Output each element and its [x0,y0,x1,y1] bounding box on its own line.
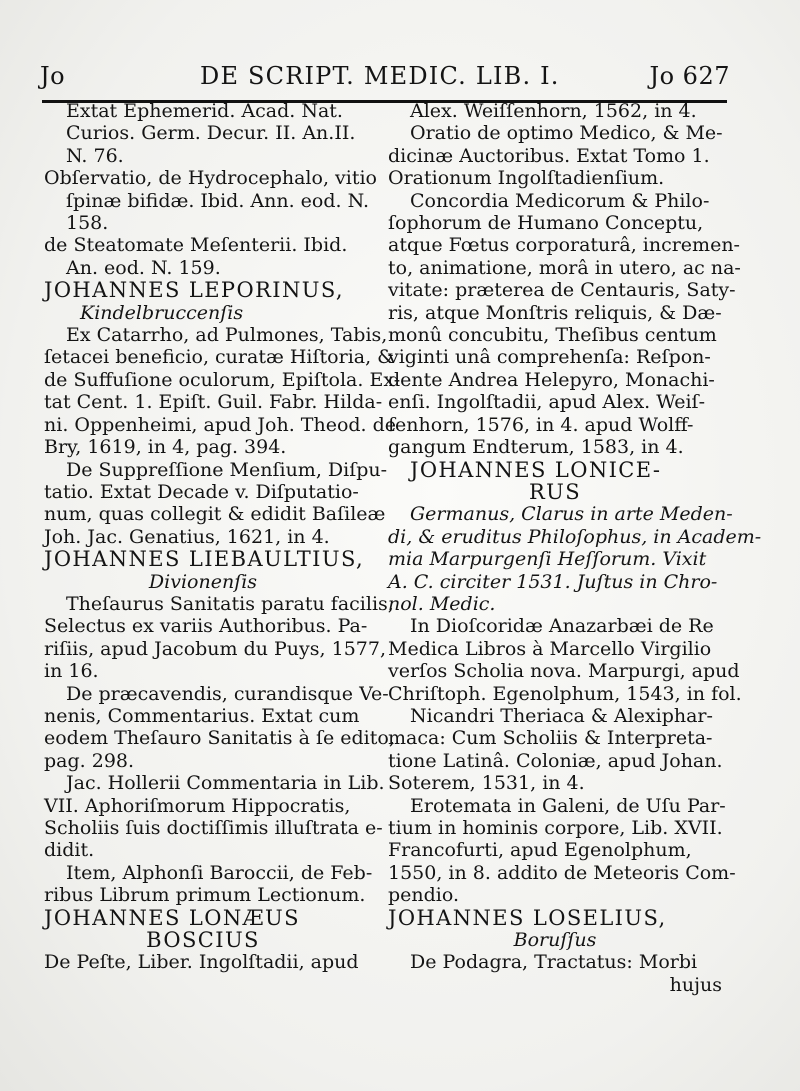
text-line: Concordia Medicorum & Philo- [410,189,710,212]
running-header [40,56,730,96]
text-line: tione Latinâ. Coloniæ, apud Johan. [388,749,723,772]
entry-heading: BOSCIUS [146,928,260,953]
text-line: ſophorum de Humano Conceptu, [388,212,704,235]
text-line: pendio. [388,884,460,907]
text-line: ſpinæ bifidæ. Ibid. Ann. eod. N. [66,189,370,212]
text-line: Jac. Hollerii Commentaria in Lib. [66,772,385,795]
text-line: pag. 298. [44,749,135,772]
text-line: In Dioſcoridæ Anazarbæi de Re [410,615,714,638]
text-line: gangum Endterum, 1583, in 4. [388,436,684,459]
text-line: hujus [669,973,722,996]
text-line: riſiis, apud Jacobum du Puys, 1577, [44,637,386,660]
text-line: ris, atque Monſtris reliquis, & Dæ- [388,301,722,324]
text-line: Item, Alphonſi Baroccii, de Feb- [66,861,373,884]
entry-heading: JOHANNES LEPORINUS, [44,278,344,303]
left-column [44,100,401,974]
text-line: Joh. Jac. Genatius, 1621, in 4. [44,525,330,548]
text-line: ribus Librum primum Lectionum. [44,884,366,907]
text-line: de Steatomate Meſenterii. Ibid. [44,234,348,257]
text-line: De præcavendis, curandisque Ve- [66,682,389,705]
text-line: Divionenſis [148,570,258,593]
text-line: num, quas collegit & edidit Baſileæ [44,503,386,526]
text-line: mia Marpurgenſi Heſſorum. Vixit [388,548,707,571]
entry-heading: RUS [528,479,582,504]
text-line: N. 76. [66,144,124,167]
header-right-page-number: Jo 627 [649,62,730,90]
text-line: dente Andrea Helepyro, Monachi- [388,368,715,391]
text-line: maca: Cum Scholiis & Interpreta- [388,727,713,750]
text-line: 158. [66,212,109,235]
text-line: De Peſte, Liber. Ingolſtadii, apud [44,951,359,974]
text-line: de Suffuſione oculorum, Epiſtola. Ex- [44,368,401,391]
text-line: Scholiis ſuis doctiſſimis illuſtrata e- [44,817,383,839]
text-line: enſi. Ingolſtadii, apud Alex. Weiſ- [388,391,705,414]
text-line: viginti unâ comprehenſa: Reſpon- [388,346,711,369]
text-line: atque Fœtus corporaturâ, incremen- [388,234,740,257]
text-line: Kindelbruccenſis [80,301,244,324]
text-line: 1550, in 8. addito de Meteoris Com- [388,861,736,884]
text-line: Theſaurus Sanitatis paratu facilis, [66,592,394,615]
text-line: ni. Oppenheimi, apud Joh. Theod. de [44,413,397,436]
entry-heading: JOHANNES LOSELIUS, [388,905,667,930]
text-line: Erotemata in Galeni, de Uſu Par- [410,794,726,817]
header-title: DE SCRIPT. MEDIC. LIB. I. [200,62,560,90]
entry-heading: JOHANNES LIEBAULTIUS, [44,547,365,572]
text-line: Soterem, 1531, in 4. [388,772,585,795]
text-line: ſetacei beneficio, curatæ Hiſtoria, & [44,346,395,369]
text-line: Germanus, Clarus in arte Meden- [410,503,733,526]
text-line: Nicandri Theriaca & Alexiphar- [410,704,713,727]
text-line: didit. [44,839,95,862]
text-line: Alex. Weiſſenhorn, 1562, in 4. [410,100,697,122]
text-line: Ex Catarrho, ad Pulmones, Tabis, [66,324,388,347]
text-line: Chriſtoph. Egenolphum, 1543, in fol. [388,682,742,705]
text-line: Medica Libros à Marcello Virgilio [388,637,712,660]
text-line: eodem Theſauro Sanitatis à ſe edito, [44,727,395,750]
text-line: tat Cent. 1. Epiſt. Guil. Fabr. Hilda- [44,391,383,414]
text-line: Obſervatio, de Hydrocephalo, vitio [44,167,377,190]
text-line: Boruſſus [513,929,597,952]
text-line: tium in hominis corpore, Lib. XVII. [388,817,723,839]
text-line: De Podagra, Tractatus: Morbi [410,951,698,974]
right-column [388,100,762,996]
text-line: vitate: præterea de Centauris, Saty- [388,279,736,302]
text-line: nenis, Commentarius. Extat cum [44,704,360,727]
entry-heading: JOHANNES LONICE- [410,457,662,482]
text-line: di, & eruditus Philoſophus, in Academ- [388,525,762,548]
text-line: An. eod. N. 159. [66,256,221,279]
text-line: Extat Ephemerid. Acad. Nat. [66,100,343,122]
header-left-catchword: Jo [40,62,66,90]
text-line: A. C. circiter 1531. Juſtus in Chro- [388,570,718,593]
text-line: to, animatione, morâ in utero, ac na- [388,256,741,279]
text-line: ſenhorn, 1576, in 4. apud Wolff- [388,413,694,436]
text-line: Selectus ex variis Authoribus. Pa- [44,615,368,638]
text-line: Curios. Germ. Decur. II. An.II. [66,122,356,145]
text-line: Oratio de optimo Medico, & Me- [410,122,723,145]
text-line: nol. Medic. [388,592,496,615]
text-line: in 16. [44,660,99,683]
text-line: dicinæ Auctoribus. Extat Tomo 1. [388,144,710,167]
text-line: VII. Aphoriſmorum Hippocratis, [44,794,351,817]
text-line: Francofurti, apud Egenolphum, [388,839,692,862]
text-line: tatio. Extat Decade v. Diſputatio- [44,480,359,503]
text-line: verſos Scholia nova. Marpurgi, apud [388,660,740,683]
entry-heading: JOHANNES LONÆUS [44,905,300,930]
text-line: monû concubitu, Theſibus centum [388,324,717,347]
text-line: De Suppreſſione Menſium, Diſpu- [66,458,388,481]
text-line: Bry, 1619, in 4, pag. 394. [44,436,287,459]
text-line: Orationum Ingolſtadienſium. [388,167,665,190]
